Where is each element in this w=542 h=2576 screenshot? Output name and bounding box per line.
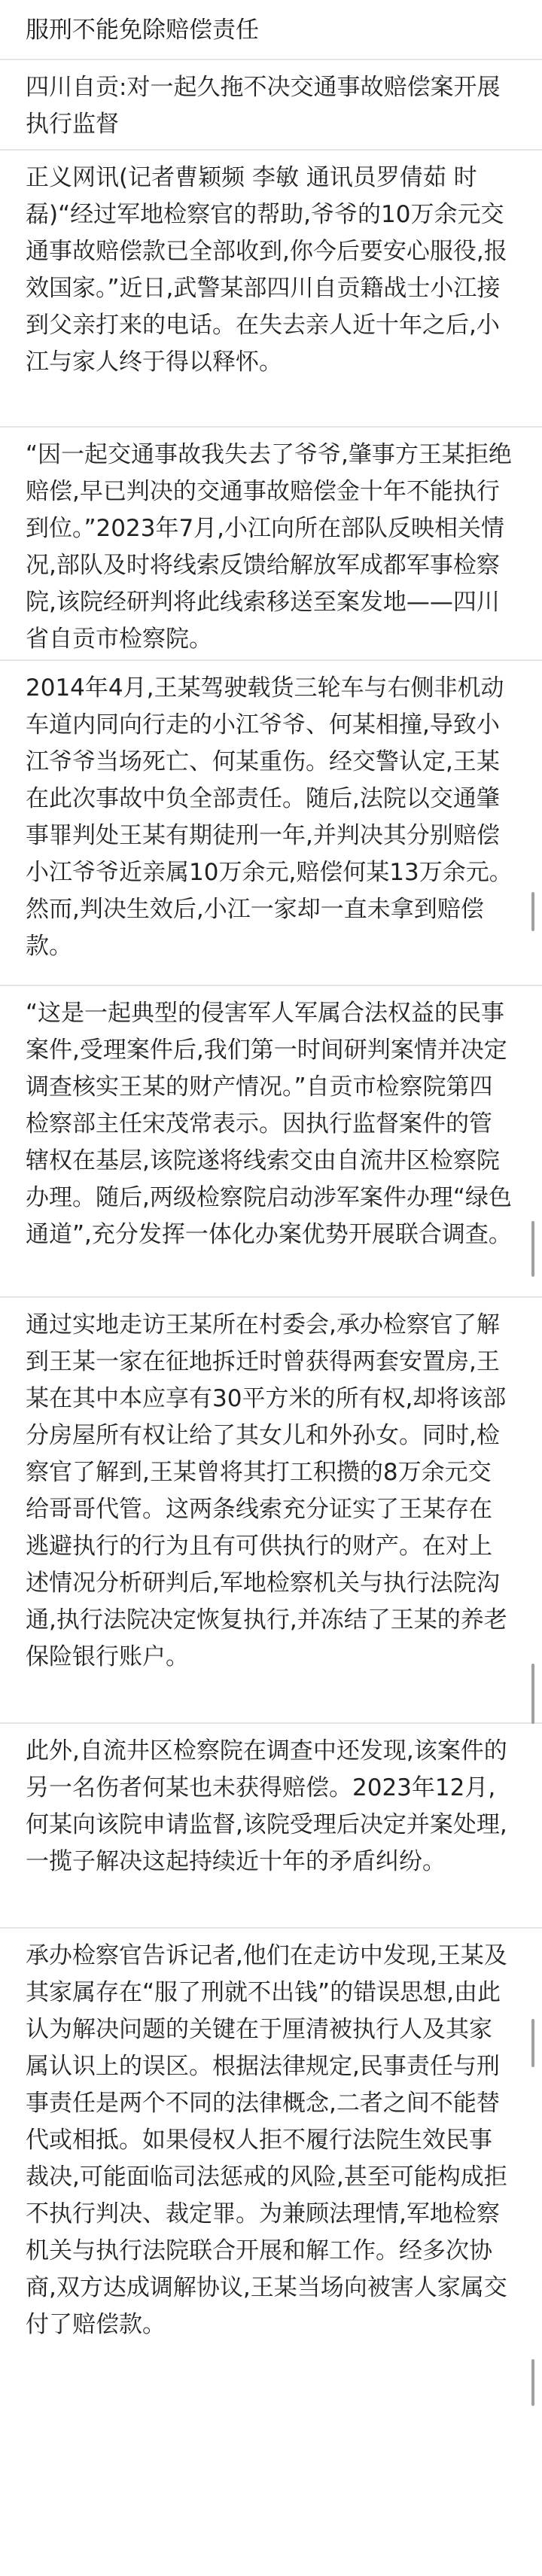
paragraph-1: [26, 160, 513, 381]
paragraph-3: [26, 670, 513, 965]
paragraph-text: 此外,自流井区检察院在调查中还发现,该案件的另一名伤者何某也未获得赔偿。2023年12月,何某向该院申请监督,该院受理后决定并案处理,一揽子解决这起持续近十年的矛盾纠纷。: [26, 1737, 507, 1875]
paragraph-6: [26, 1733, 513, 1880]
paragraph-text: “因一起交通事故我失去了爷爷,肇事方王某拒绝赔偿,早已判决的交通事故赔偿金十年不能执行到位。”2023年7月,小江向所在部队反映相关情况,部队及时将线索反馈给解放军成都军事检察院,该院经研判将此线索移送至案发地——四川省自贡市检察院。: [26, 441, 512, 653]
section-divider: [0, 149, 542, 151]
paragraph-text: 2014年4月,王某驾驶载货三轮车与右侧非机动车道内同向行走的小江爷爷、何某相撞,导致小江爷爷当场死亡、何某重伤。经交警认定,王某在此次事故中负全部责任。随后,法院以交通肇事罪判处王某有期徒刑一年,并判决其分别赔偿小江爷爷近亲属10万余元,赔偿何某13万余元。然而,判决生效后,小江一家却一直未拿到赔偿款。: [26, 674, 513, 960]
scroll-indicator: [531, 2359, 534, 2406]
paragraph-text: 承办检察官告诉记者,他们在走访中发现,王某及其家属存在“服了刑就不出钱”的错误思想,由此认为解决问题的关键在于厘清被执行人及其家属认识上的误区。根据法律规定,民事责任与刑事责任是两个不同的法律概念,二者之间不能替代或相抵。如果侵权人拒不履行法院生效民事裁决,可能面临司法惩戒的风险,甚至可能构成拒不执行判决、裁定罪。为兼顾法理情,军地检察机关与执行法院联合开展和解工作。经多次协商,双方达成调解协议,王某当场向被害人家属交付了赔偿款。: [26, 1942, 507, 2338]
article-title: 服刑不能免除赔偿责任: [26, 17, 259, 44]
scroll-indicator: [531, 2019, 534, 2067]
section-divider: [0, 985, 542, 986]
paragraph-4: [26, 995, 513, 1253]
article-subtitle: [26, 69, 513, 143]
section-divider: [0, 1927, 542, 1929]
subtitle-text: 四川自贡:对一起久拖不决交通事故赔偿案开展执行监督: [26, 74, 501, 138]
scroll-indicator: [531, 1664, 534, 1724]
section-divider: [0, 426, 542, 428]
paragraph-text: “这是一起典型的侵害军人军属合法权益的民事案件,受理案件后,我们第一时间研判案情并决定调查核实王某的财产情况。”自贡市检察院第四检察部主任宋茂常表示。因执行监督案件的管辖权在基层,该院遂将线索交由自流井区检察院办理。随后,两级检察院启动涉军案件办理“绿色通道”,充分发挥一体化办案优势开展联合调查。: [26, 1000, 512, 1248]
scroll-indicator: [531, 892, 534, 931]
paragraph-5: [26, 1307, 513, 1676]
paragraph-2: [26, 437, 513, 658]
scroll-indicator: [531, 1221, 534, 1277]
paragraph-text: 通过实地走访王某所在村委会,承办检察官了解到王某一家在征地拆迁时曾获得两套安置房,王某在其中本应享有30平方米的所有权,却将该部分房屋所有权让给了其女儿和外孙女。同时,检察官了解到,王某曾将其打工积攒的8万余元交给哥哥代管。这两条线索充分证实了王某存在逃避执行的行为且有可供执行的财产。在对上述情况分析研判后,军地检察机关与执行法院沟通,执行法院决定恢复执行,并冻结了王某的养老保险银行账户。: [26, 1311, 507, 1670]
paragraph-7: [26, 1938, 513, 2343]
section-divider: [0, 1722, 542, 1724]
section-divider: [0, 59, 542, 60]
paragraph-text: 正义网讯(记者曹颖频 李敏 通讯员罗倩茹 时磊)“经过军地检察官的帮助,爷爷的10万余元交通事故赔偿款已全部收到,你今后要安心服役,报效国家。”近日,武警某部四川自贡籍战士小江接到父亲打来的电话。在失去亲人近十年之后,小江与家人终于得以释怀。: [26, 164, 507, 376]
section-divider: [0, 659, 542, 661]
section-divider: [0, 1296, 542, 1298]
